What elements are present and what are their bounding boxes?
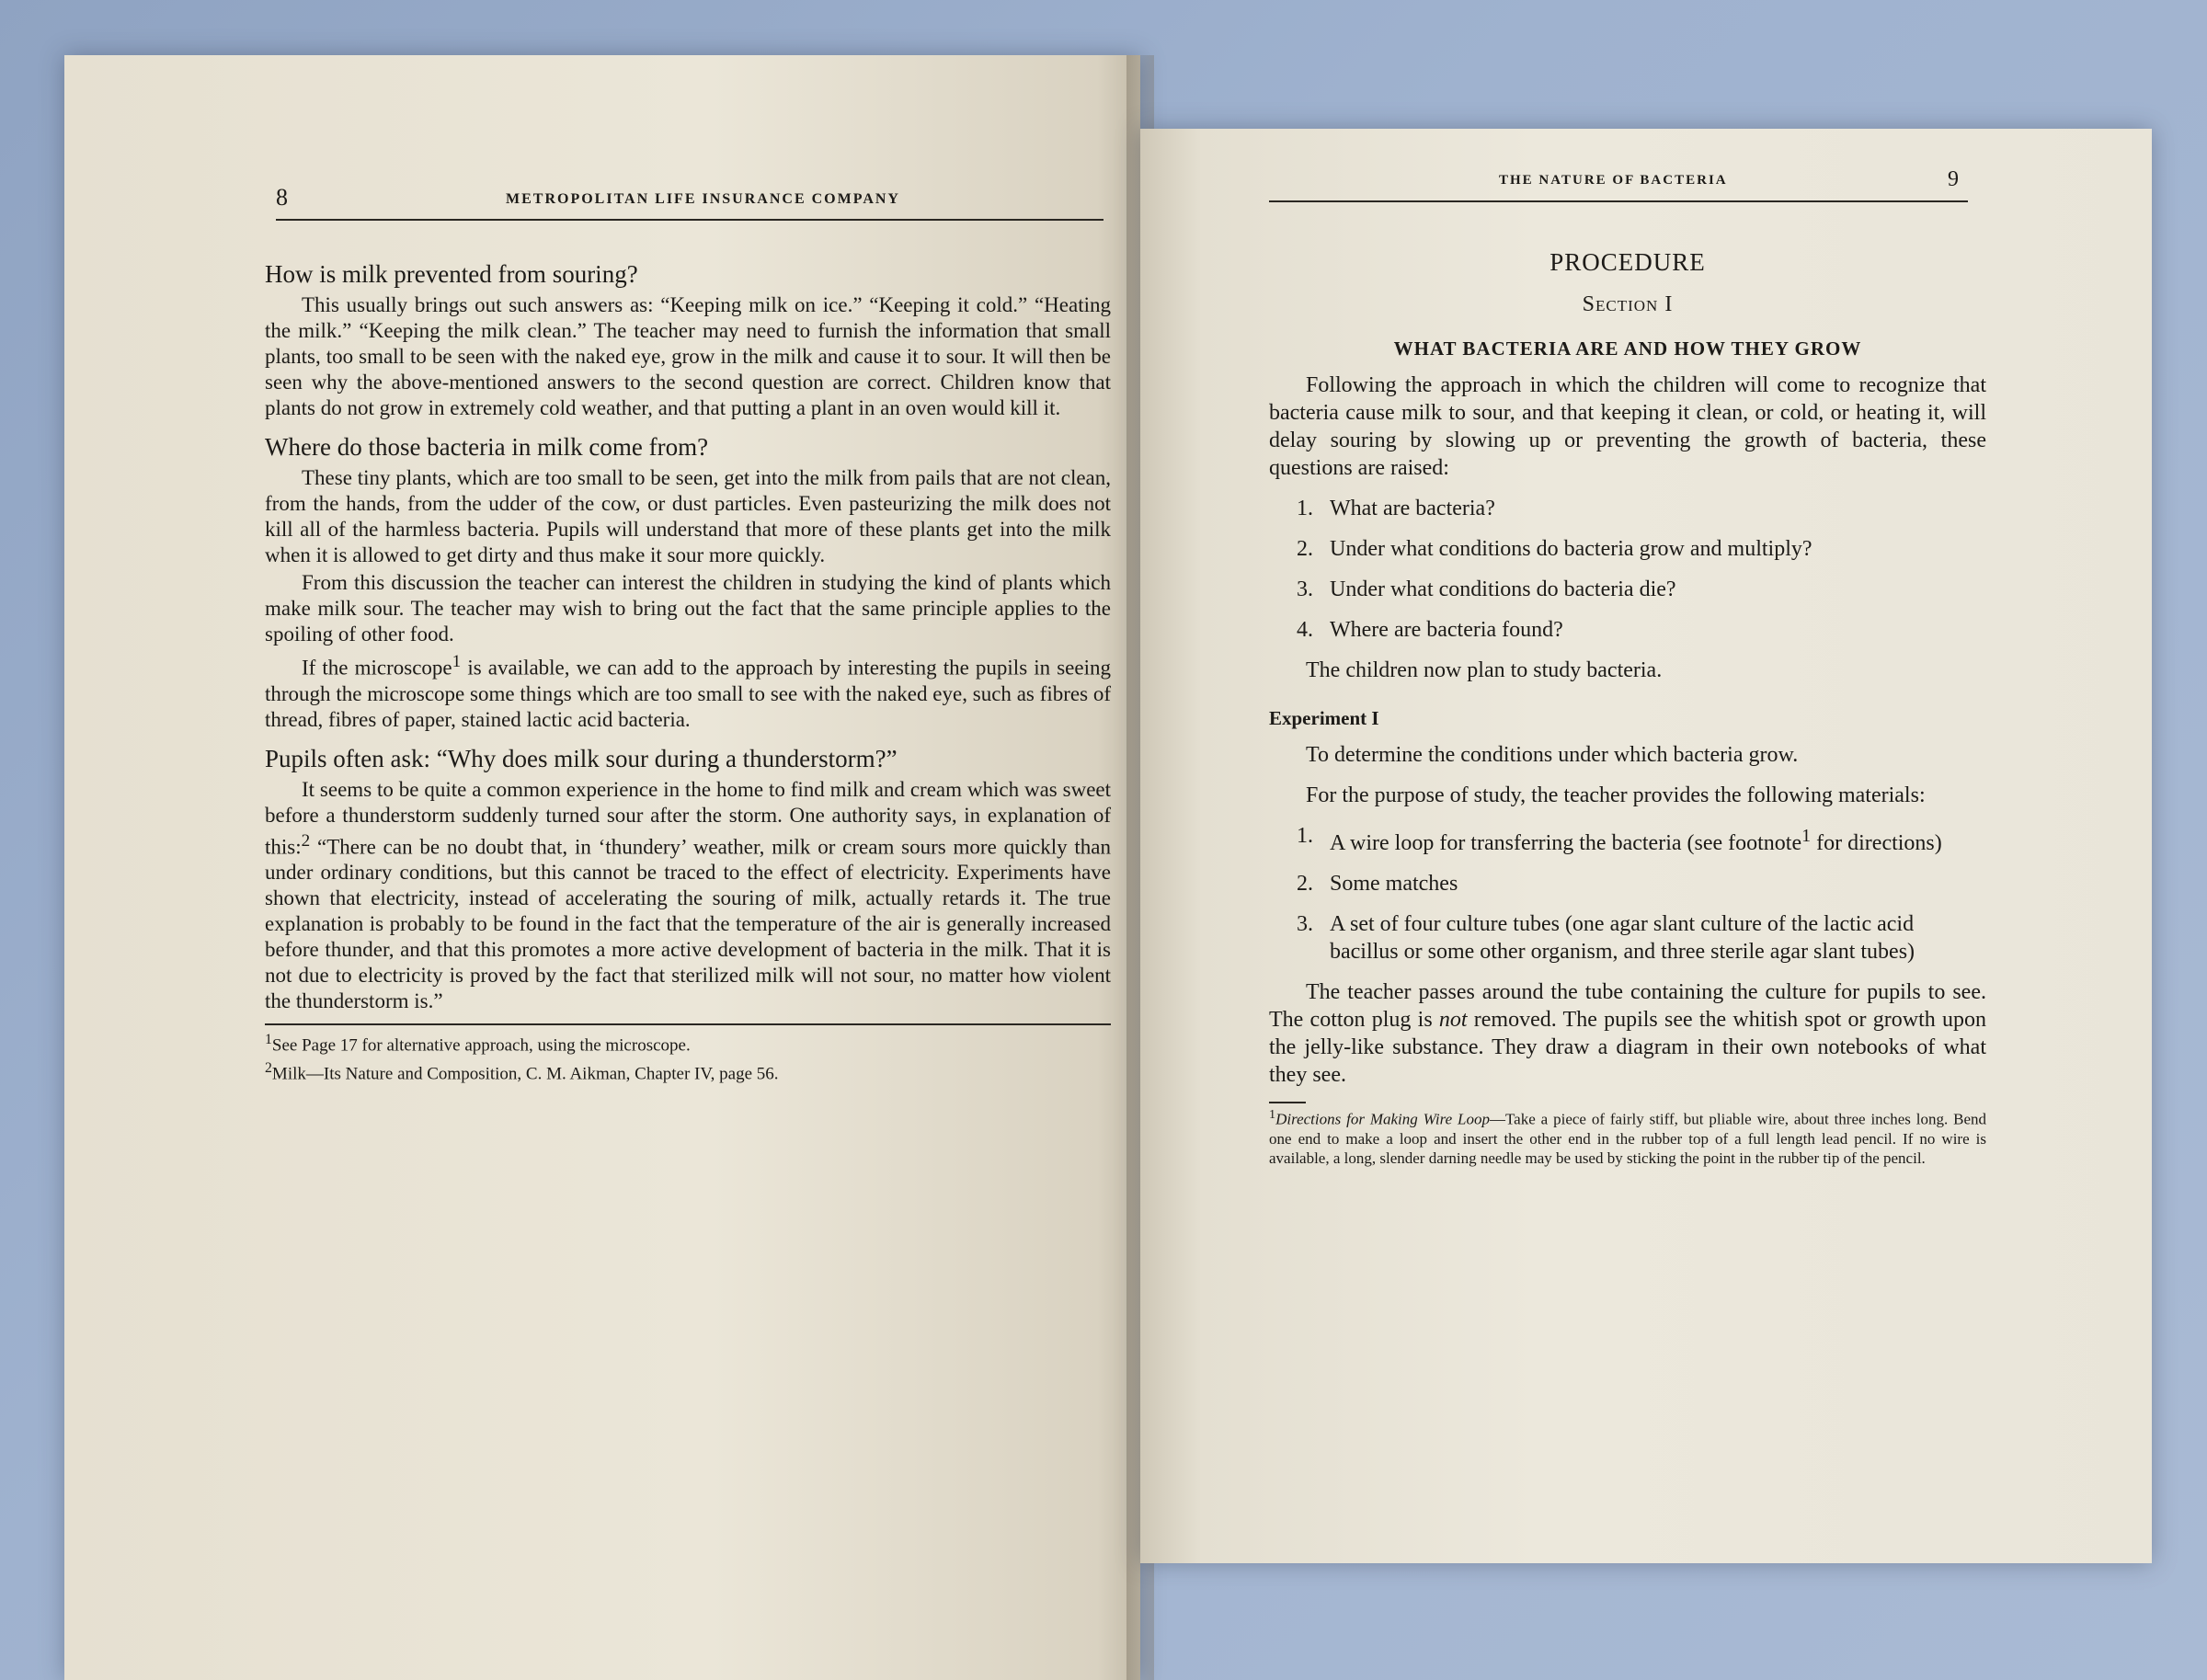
procedure-title: PROCEDURE (1549, 248, 1706, 276)
paragraph: The teacher passes around the tube containing the culture for pupils to see. The cotton plug is not removed. The pupils see the whitish spot or growth upon the jelly-like substance. They draw a diagram in their own notebooks of what they see. (1269, 980, 1986, 1087)
paragraph: These tiny plants, which are too small to be seen, get into the milk from pails that are not clean, from the hands, from the udder of the cow, or dust particles. Even pasteurizing the milk does not kill all of the harmless bacteria. Pupils will understand that more of these plants get into the milk when it is allowed to get dirty and thus make it sour more quickly. (265, 466, 1111, 566)
materials-list (1297, 822, 1986, 966)
section-heading: WHAT BACTERIA ARE AND HOW THEY GROW (1393, 337, 1862, 360)
paragraph: For the purpose of study, the teacher provides the following materials: (1306, 783, 1926, 807)
experiment-heading: Experiment I (1269, 707, 1379, 729)
footnote-ref: 2 (301, 830, 311, 851)
question-heading: Pupils often ask: “Why does milk sour during a thunderstorm?” (265, 744, 898, 772)
right-page (1140, 129, 2152, 1563)
list-item: 4. Where are bacteria found? (1297, 618, 1563, 642)
page-number-left: 8 (276, 184, 288, 211)
paragraph: If the microscope$^1$ is available, we can add to the approach by interesting the pupils in seeing through the microscope some things which are too small to see with the naked eye, such as fibres of thread, fibres of paper, stained lactic acid bacteria. (265, 652, 1111, 731)
question-heading: Where do those bacteria in milk come from? (265, 433, 709, 461)
page-number-right: 9 (1948, 167, 1959, 191)
running-head-title-right: THE NATURE OF BACTERIA (1499, 173, 1728, 188)
footnote-ref: 1 (1801, 826, 1812, 846)
footnotes-left (265, 1023, 1111, 1085)
footnote-right: $^1$Directions for Making Wire Loop—Take a piece of fairly stiff, but pliable wire, about three inches long. Bend one end to make a loop and insert the other end in the rubber top of a full length lead pencil. If no wire is available, a long, slender darning needle may be used by sticking the point in the rubber tip of the pencil. (1269, 1102, 1986, 1168)
paragraph: It seems to be quite a common experience in the home to find milk and cream which was sweet before a thunderstorm suddenly turned sour after the storm. One authority says, in explanation of this:$^2$ “There can be no doubt that, in ‘thundery’ weather, milk or cream sours more quickly than under ordinary conditions, but this cannot be traced to the effect of electricity. Experiments have shown that electricity, instead of accelerating the souring of milk, actually retards it. The true explanation is probably to be found in the fact that the temperature of the air is generally increased before thunder, and that this promotes a more active development of bacteria in the milk. That it is not due to electricity is proved by the fact that sterilized milk will not sour, no matter how violent the thunderstorm is.” (265, 777, 1111, 1013)
footnote-ref: 1 (452, 652, 462, 671)
paragraph: To determine the conditions under which bacteria grow. (1306, 743, 1799, 767)
left-text-column (265, 248, 1111, 1085)
list-item: 1. A wire loop for transferring the bacteria (see footnote$^1$ for directions) (1297, 824, 1942, 855)
footnote: $^2$Milk—Its Nature and Composition, C. M. Aikman, Chapter IV, page 56. (265, 1059, 779, 1083)
list-item: 3. A set of four culture tubes (one agar slant culture of the lactic acid bacillus or some other organism, and three sterile agar slant tubes) (1297, 912, 1915, 964)
footnote: $^1$See Page 17 for alternative approach, using the microscope. (265, 1032, 691, 1056)
paragraph: This usually brings out such answers as: “Keeping milk on ice.” “Keeping it cold.” “Heating the milk.” “Keeping the milk clean.” The teacher may need to furnish the information that small plants, too small to be seen with the naked eye, grow in the milk and cause it to sour. It will then be seen why the above-mentioned answers to the second question are correct. Children know that plants do not grow in extremely cold weather, and that putting a plant in an oven would kill it. (265, 293, 1111, 419)
list-item: 1. What are bacteria? (1297, 497, 1495, 520)
running-head-right (1269, 166, 1968, 202)
left-page (64, 55, 1140, 1680)
list-item: 3. Under what conditions do bacteria die? (1297, 577, 1676, 601)
running-head-title-left: METROPOLITAN LIFE INSURANCE COMPANY (506, 191, 900, 207)
questions-list (1297, 495, 1986, 644)
right-text-column (1269, 221, 1986, 1168)
question-heading: How is milk prevented from souring? (265, 260, 638, 288)
list-item: 2. Under what conditions do bacteria grow and multiply? (1297, 537, 1812, 561)
list-item: 2. Some matches (1297, 872, 1458, 896)
paragraph: The children now plan to study bacteria. (1306, 658, 1663, 682)
paragraph: From this discussion the teacher can interest the children in studying the kind of plants which make milk sour. The teacher may wish to bring out the fact that the same principle applies to the spoiling of other food. (265, 571, 1111, 646)
section-title: Section I (1582, 292, 1674, 316)
paragraph: Following the approach in which the children will come to recognize that bacteria cause milk to sour, and that keeping it clean, or cold, or heating it, will delay souring by slowing up or preventing the growth of bacteria, these questions are raised: (1269, 373, 1986, 480)
running-head-left (276, 184, 1104, 221)
